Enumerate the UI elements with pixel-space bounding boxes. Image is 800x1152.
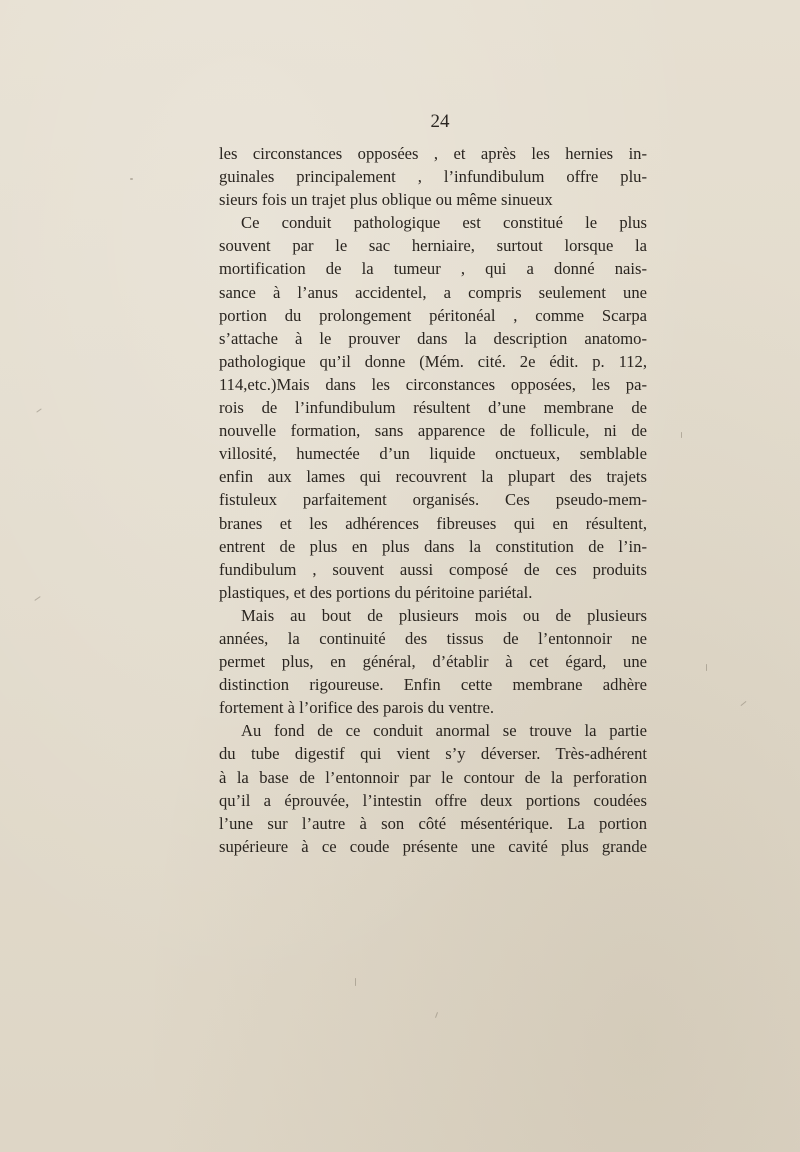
text-line: 114,etc.)Mais dans les circonstances opposées, les pa- (219, 374, 647, 394)
page-number: 24 (430, 111, 450, 132)
paper-speck (435, 1012, 438, 1018)
text-line: s’attache à le prouver dans la description anatomo- (219, 328, 647, 348)
text-line: permet plus, en général, d’établir à cet égard, une (219, 652, 647, 672)
text-line: qu’il a éprouvée, l’intestin offre deux portions coudées (219, 790, 647, 810)
paper-speck (34, 596, 40, 601)
text-line: plastiques, et des portions du péritoine pariétal. (219, 582, 533, 602)
text-line: fundibulum , souvent aussi composé de ces produits (219, 559, 647, 579)
text-line: sance à l’anus accidentel, a compris seulement une (219, 282, 647, 302)
paper-speck (36, 408, 41, 412)
text-line: portion du prolongement péritonéal , comme Scarpa (219, 305, 647, 325)
paper-speck (706, 664, 707, 671)
text-line: l’une sur l’autre à son côté mésentérique. La portion (219, 813, 647, 833)
text-line: les circonstances opposées , et après les hernies in- (219, 144, 647, 163)
paper-speck (740, 701, 746, 706)
text-line: branes et les adhérences fibreuses qui en résultent, (219, 513, 647, 533)
paragraph-start-line: Ce conduit pathologique est constitué le plus (241, 213, 647, 233)
text-line: enfin aux lames qui recouvrent la plupart des trajets (219, 467, 647, 487)
text-line: sieurs fois un trajet plus oblique ou même sinueux (219, 190, 553, 210)
text-line: du tube digestif qui vient s’y déverser. Très-adhérent (219, 744, 647, 764)
paragraph-start-line: Au fond de ce conduit anormal se trouve la partie (241, 721, 647, 741)
text-line: mortification de la tumeur , qui a donné nais- (219, 259, 647, 279)
paper-speck (130, 178, 133, 180)
text-line: guinales principalement , l’infundibulum offre plu- (219, 167, 647, 187)
paper-speck (681, 432, 682, 438)
text-line: pathologique qu’il donne (Mém. cité. 2e édit. p. 112, (219, 351, 647, 371)
text-line: supérieure à ce coude présente une cavité plus grande (219, 836, 647, 856)
text-line: fortement à l’orifice des parois du ventre. (219, 698, 495, 718)
body-text (219, 142, 647, 858)
text-line: nouvelle formation, sans apparence de follicule, ni de (219, 421, 647, 441)
text-line: villosité, humectée d’un liquide onctueux, semblable (219, 444, 647, 464)
paper-speck (355, 978, 356, 986)
paragraph-start-line: Mais au bout de plusieurs mois ou de plusieurs (241, 605, 647, 625)
text-line: à la base de l’entonnoir par le contour de la perforation (219, 767, 647, 787)
text-line: rois de l’infundibulum résultent d’une membrane de (219, 398, 647, 418)
text-line: années, la continuité des tissus de l’entonnoir ne (219, 628, 647, 648)
text-line: fistuleux parfaitement organisés. Ces pseudo-mem- (219, 490, 647, 510)
text-line: souvent par le sac herniaire, surtout lorsque la (219, 236, 647, 256)
text-line: distinction rigoureuse. Enfin cette membrane adhère (219, 675, 647, 695)
text-line: entrent de plus en plus dans la constitution de l’in- (219, 536, 647, 556)
